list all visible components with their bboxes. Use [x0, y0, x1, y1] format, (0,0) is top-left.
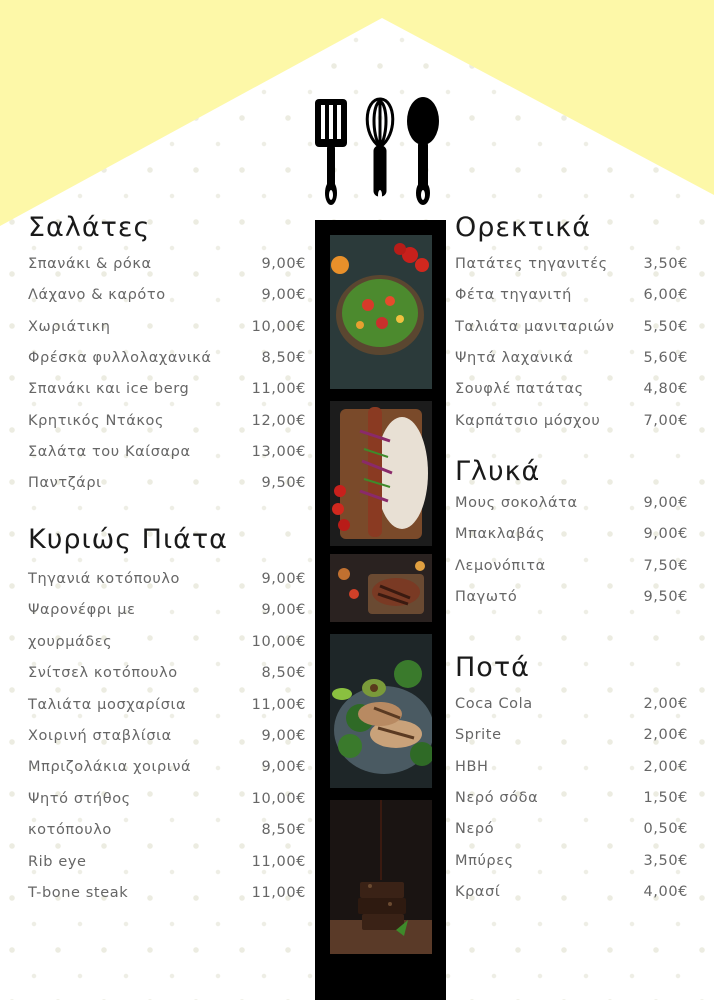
menu-item-price: 9,00€ — [261, 256, 306, 272]
menu-item-name: Παντζάρι — [28, 475, 102, 492]
menu-item — [28, 854, 306, 874]
menu-item-price: 9,00€ — [261, 602, 306, 619]
menu-item-name: Σνίτσελ κοτόπουλο — [28, 665, 178, 682]
menu-item-name: Σαλάτα του Καίσαρα — [28, 443, 191, 460]
menu-item-price: 13,00€ — [251, 443, 306, 460]
menu-item — [28, 822, 306, 842]
menu-item — [28, 413, 306, 433]
menu-item-name: Κρητικός Ντάκος — [28, 412, 165, 429]
menu-item-name: Πατάτες τηγανιτές — [455, 256, 608, 272]
menu-item — [28, 634, 306, 654]
menu-item-name: Μπακλαβάς — [455, 526, 546, 543]
menu-item-name: Ψητά λαχανικά — [455, 349, 574, 366]
whisk-icon — [367, 99, 393, 200]
menu-item-price: 4,00€ — [643, 883, 688, 900]
menu-item-price: 7,00€ — [643, 412, 688, 429]
menu-item-price: 4,80€ — [643, 381, 688, 398]
menu-item — [455, 256, 688, 276]
menu-item — [455, 884, 688, 904]
menu-item — [455, 727, 688, 747]
menu-item — [28, 885, 306, 905]
menu-item-name: Μπύρες — [455, 852, 514, 869]
menu-item — [455, 558, 688, 578]
menu-item-name: Ταλιάτα μανιταριών — [455, 318, 615, 335]
menu-item-price: 11,00€ — [251, 853, 306, 870]
menu-item-price: 12,00€ — [251, 412, 306, 429]
menu-item-price: 8,50€ — [261, 822, 306, 839]
menu-item-name: Καρπάτσιο μόσχου — [455, 412, 601, 429]
menu-item-price: 11,00€ — [251, 885, 306, 901]
menu-item-name: Ψαρονέφρι με — [28, 602, 136, 619]
menu-item — [28, 475, 306, 495]
menu-item-price: 6,00€ — [643, 287, 688, 304]
menu-item-name: Κρασί — [455, 883, 501, 900]
menu-item-price: 9,00€ — [261, 759, 306, 776]
section-title-drinks: Ποτά — [455, 652, 530, 683]
menu-item-name: Sprite — [455, 727, 502, 744]
menu-item-name: Σπανάκι & ρόκα — [28, 256, 152, 272]
menu-item-name: Χοιρινή σταβλίσια — [28, 728, 172, 744]
section-title-desserts: Γλυκά — [455, 456, 541, 487]
menu-item — [28, 697, 306, 717]
menu-item — [455, 821, 688, 841]
menu-item-name: Λάχανο & καρότο — [28, 287, 166, 304]
menu-item — [455, 696, 688, 716]
utensils-logo — [310, 95, 450, 207]
menu-item-name: HBH — [455, 758, 489, 775]
section-title-mains: Κυριώς Πιάτα — [28, 524, 228, 555]
menu-item-price: 9,00€ — [643, 526, 688, 543]
section-title-appetizers: Ορεκτικά — [455, 212, 591, 243]
menu-item-price: 5,60€ — [643, 349, 688, 366]
menu-item-name: Σουφλέ πατάτας — [455, 381, 584, 398]
menu-item-name: Ψητό στήθος — [28, 790, 131, 807]
menu-item-price: 8,50€ — [261, 349, 306, 366]
menu-item-price: 9,00€ — [261, 728, 306, 744]
menu-item-price: 2,00€ — [643, 696, 688, 712]
menu-item-price: 9,00€ — [261, 571, 306, 587]
spoon-icon — [407, 97, 439, 205]
menu-item-name: Φρέσκα φυλλολαχανικά — [28, 349, 212, 366]
menu-item-name: Ταλιάτα μοσχαρίσια — [28, 696, 187, 713]
menu-item — [28, 444, 306, 464]
kebab-photo — [330, 401, 432, 546]
menu-item — [28, 287, 306, 307]
menu-item-name: T-bone steak — [28, 885, 129, 901]
menu-item — [455, 589, 688, 609]
menu-item — [28, 602, 306, 622]
menu-item — [455, 853, 688, 873]
menu-item — [28, 791, 306, 811]
menu-item-price: 9,00€ — [261, 287, 306, 304]
menu-item-name: Χωριάτικη — [28, 318, 111, 335]
menu-item-price: 10,00€ — [251, 318, 306, 335]
menu-item-name: Φέτα τηγανιτή — [455, 287, 572, 304]
salad-photo — [330, 235, 432, 389]
menu-item-price: 11,00€ — [251, 696, 306, 713]
menu-item — [28, 319, 306, 339]
spatula-icon — [315, 99, 347, 205]
menu-item-name: Σπανάκι και ice berg — [28, 381, 190, 398]
menu-item-price: 2,00€ — [643, 727, 688, 744]
menu-item-price: 1,50€ — [643, 789, 688, 806]
menu-item — [455, 790, 688, 810]
menu-item — [28, 350, 306, 370]
menu-item — [455, 350, 688, 370]
section-title-salads: Σαλάτες — [28, 212, 151, 243]
menu-item-price: 10,00€ — [251, 633, 306, 650]
chicken-broccoli-photo — [330, 634, 432, 788]
menu-item — [28, 665, 306, 685]
menu-item-price: 3,50€ — [643, 256, 688, 272]
menu-item — [455, 319, 688, 339]
steak-photo — [330, 554, 432, 622]
menu-item — [28, 728, 306, 748]
menu-item — [455, 413, 688, 433]
menu-item-name: Παγωτό — [455, 588, 518, 605]
menu-item-name: Μπριζολάκια χοιρινά — [28, 759, 192, 776]
menu-item-name: Μους σοκολάτα — [455, 495, 578, 511]
menu-item-name: Λεμονόπιτα — [455, 557, 546, 574]
menu-item-price: 8,50€ — [261, 665, 306, 682]
menu-item-name: Τηγανιά κοτόπουλο — [28, 571, 181, 587]
menu-item — [28, 256, 306, 276]
menu-item-price: 7,50€ — [643, 557, 688, 574]
menu-item-price: 10,00€ — [251, 790, 306, 807]
menu-item-price: 3,50€ — [643, 852, 688, 869]
menu-item — [28, 571, 306, 591]
menu-item-name: χουρμάδες — [28, 633, 113, 650]
menu-item-price: 2,00€ — [643, 758, 688, 775]
menu-item-price: 9,50€ — [261, 475, 306, 492]
menu-item-name: Coca Cola — [455, 696, 533, 712]
menu-item-price: 11,00€ — [251, 381, 306, 398]
menu-item-name: Rib eye — [28, 853, 87, 870]
menu-item — [28, 759, 306, 779]
menu-item — [455, 526, 688, 546]
menu-item — [455, 287, 688, 307]
menu-item-price: 5,50€ — [643, 318, 688, 335]
menu-item — [455, 495, 688, 515]
menu-item — [455, 759, 688, 779]
menu-item-name: Νερό σόδα — [455, 789, 539, 806]
menu-item — [28, 381, 306, 401]
menu-item-price: 9,50€ — [643, 588, 688, 605]
menu-item-name: Νερό — [455, 821, 495, 838]
menu-item-name: κοτόπουλο — [28, 822, 112, 839]
chocolate-brownie-photo — [330, 800, 432, 954]
menu-item — [455, 381, 688, 401]
menu-item-price: 9,00€ — [643, 495, 688, 511]
menu-item-price: 0,50€ — [643, 821, 688, 838]
